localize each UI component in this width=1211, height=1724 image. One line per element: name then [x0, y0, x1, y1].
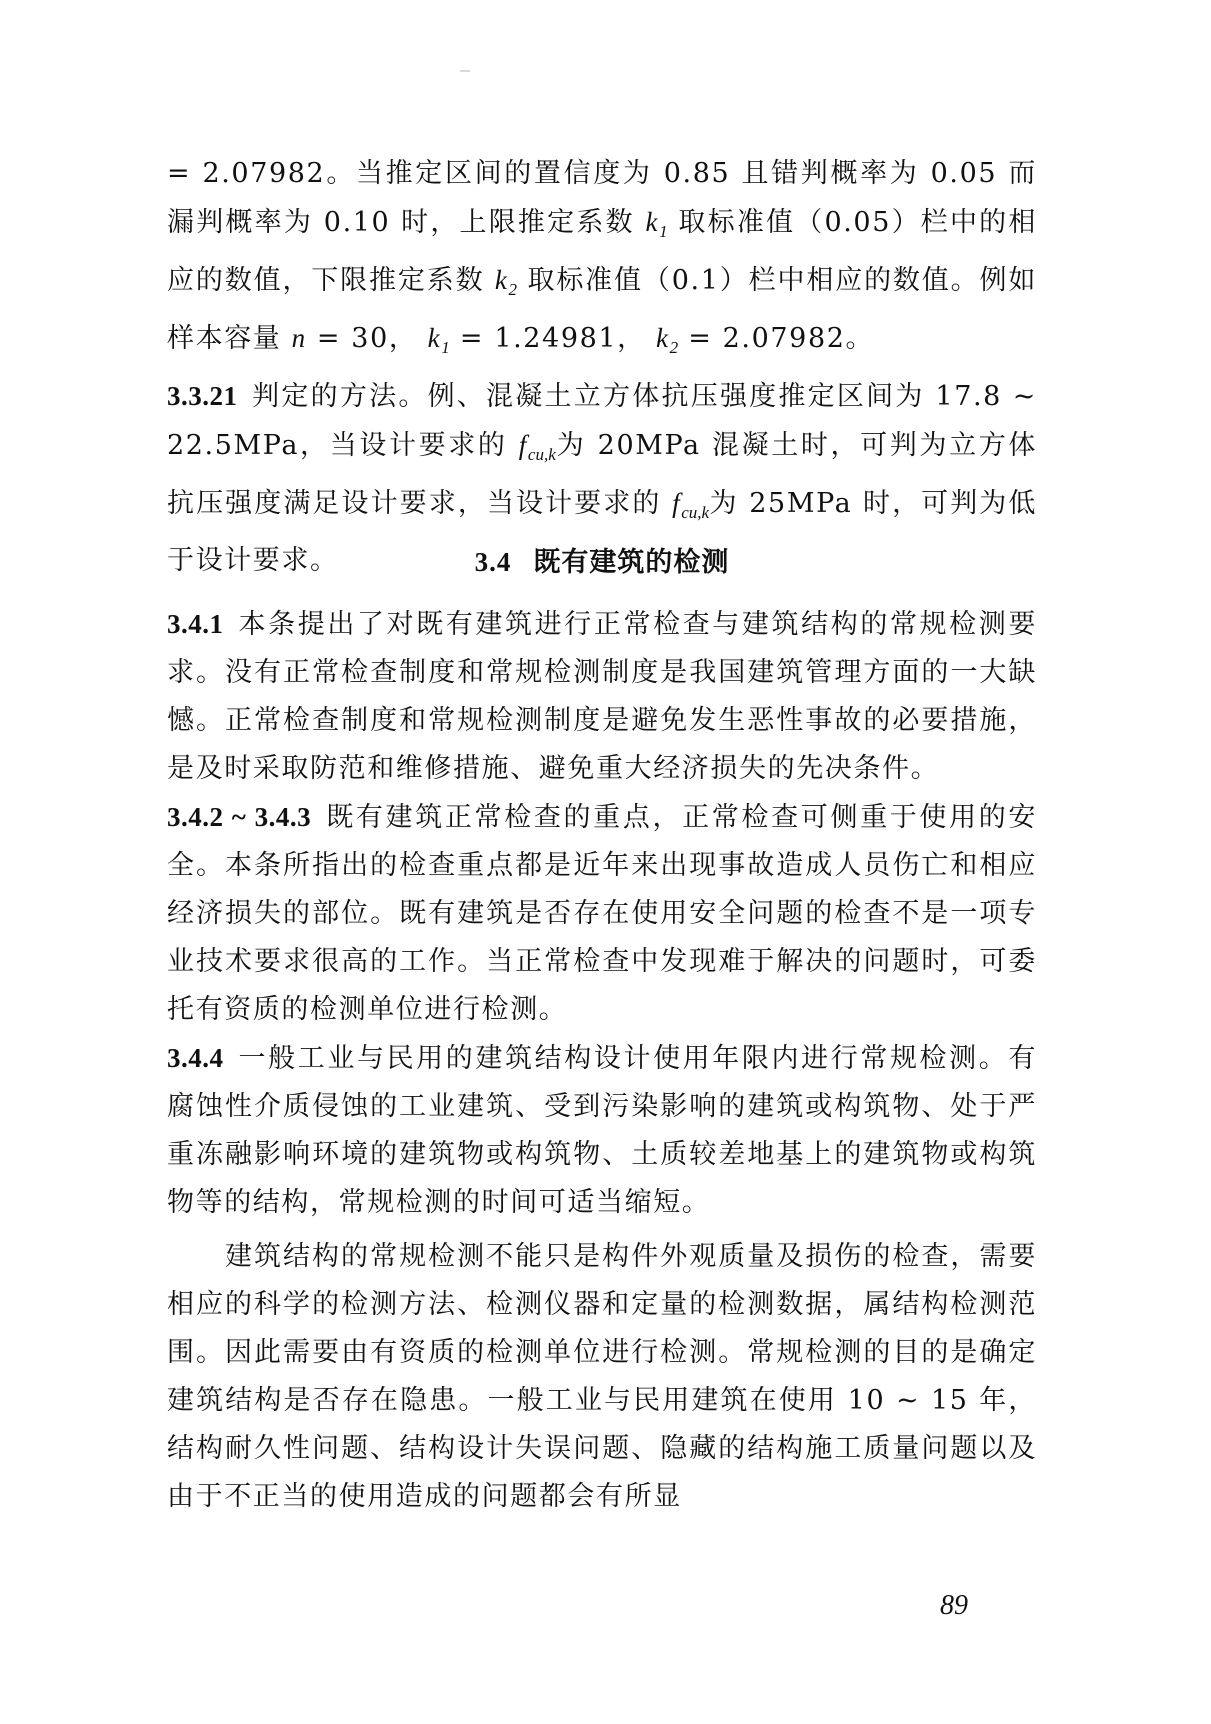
- section-heading: [167, 540, 1037, 579]
- paragraph-3-4-4: 3.4.4 一般工业与民用的建筑结构设计使用年限内进行常规检测。有腐蚀性介质侵蚀的工业建筑、受到污染影响的建筑或构筑物、处于严重冻融影响环境的建筑物或构筑物、土质较差地基上的建筑物或构筑物等的结构，常规检测的时间可适当缩短。: [167, 1043, 1037, 1218]
- paragraph-coefficients: = 2.07982。当推定区间的置信度为 0.85 且错判概率为 0.05 而漏判概率为 0.10 时，上限推定系数 $k_1$ 取标准值（0.05）栏中的相应的数值，下限推定系数 $k_2$ 取标准值（0.1）栏中相应的数值。例如样本容量 n = 30， $k_1 = 1.24981$， $k_2 = 2.07982$。: [167, 158, 1037, 357]
- paragraph-3-4-1: 3.4.1 本条提出了对既有建筑进行正常检查与建筑结构的常规检测要求。没有正常检查制度和常规检测制度是我国建筑管理方面的一大缺憾。正常检查制度和常规检测制度是避免发生恶性事故的必要措施，是及时采取防范和维修措施、避免重大经济损失的先决条件。: [167, 609, 1037, 784]
- section-number: 3.4: [474, 547, 512, 577]
- section-title: 既有建筑的检测: [533, 547, 730, 578]
- scan-mark: [460, 70, 470, 72]
- clause-label: 3.4.4: [167, 1043, 224, 1073]
- paragraph-3-3-21: 3.3.21 判定的方法。例、混凝土立方体抗压强度推定区间为 17.8 ~ 22.5MPa，当设计要求的 $f_{cu,k}$为 20MPa 混凝土时，可判为立方体抗压强度满足设计要求，当设计要求的 $f_{cu,k}$为 25MPa 时，可判为低于设计要求。: [167, 381, 1037, 576]
- clause-label: 3.4.1: [167, 609, 224, 639]
- page-number: 89: [940, 1590, 968, 1621]
- clause-label: 3.4.2 ~ 3.4.3: [167, 802, 312, 832]
- paragraph-routine-inspection: 建筑结构的常规检测不能只是构件外观质量及损伤的检查，需要相应的科学的检测方法、检测仪器和定量的检测数据，属结构检测范围。因此需要由有资质的检测单位进行检测。常规检测的目的是确定建筑结构是否存在隐患。一般工业与民用建筑在使用 10 ~ 15 年，结构耐久性问题、结构设计失误问题、隐藏的结构施工质量问题以及由于不正当的使用造成的问题都会有所显: [167, 1241, 1037, 1512]
- text-block-upper: [167, 150, 1037, 585]
- paragraph-3-4-2: 3.4.2 ~ 3.4.3 既有建筑正常检查的重点，正常检查可侧重于使用的安全。本条所指出的检查重点都是近年来出现事故造成人员伤亡和相应经济损失的部位。既有建筑是否存在使用安全问题的检查不是一项专业技术要求很高的工作。当正常检查中发现难于解决的问题时，可委托有资质的检测单位进行检测。: [167, 802, 1037, 1025]
- clause-label: 3.3.21: [167, 381, 238, 411]
- text-block-lower: [167, 600, 1037, 1521]
